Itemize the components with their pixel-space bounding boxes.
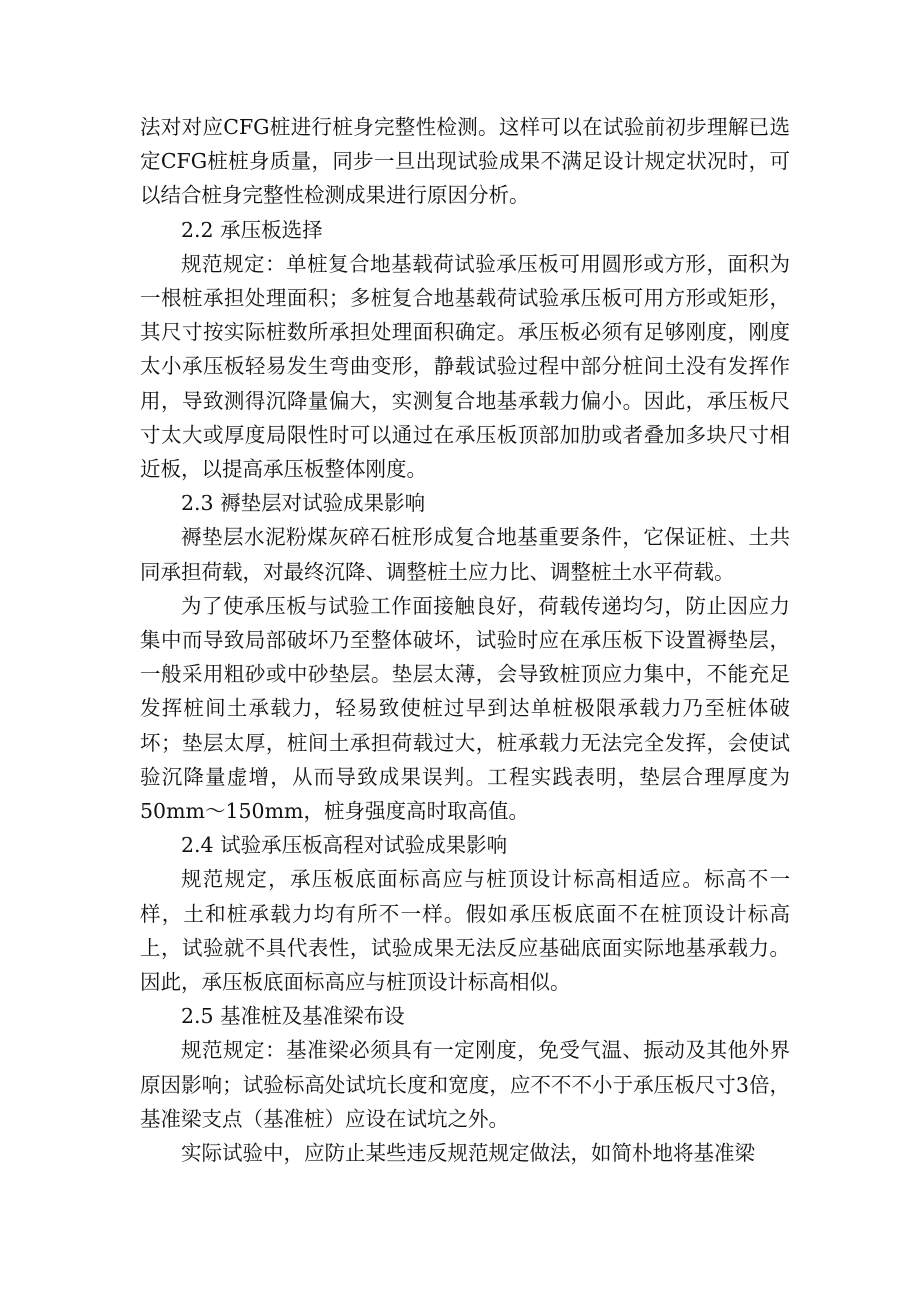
section-heading: 2.5 基准桩及基准梁布设 [181, 1004, 405, 1029]
paragraph: 规范规定，承压板底面标高应与桩顶设计标高相适应。标高不一样，土和桩承载力均有所不一样。假如承压板底面不在桩顶设计标高上，试验就不具代表性，试验成果无法反应基础底面实际地基承载力。因此，承压板底面标高应与桩顶设计标高相似。 [140, 867, 790, 995]
paragraph: 实际试验中，应防止某些违反规范规定做法，如简朴地将基准梁 [181, 1141, 755, 1166]
paragraph: 规范规定：基准梁必须具有一定刚度，免受气温、振动及其他外界原因影响；试验标高处试坑长度和宽度，应不不不小于承压板尺寸3倍，基准梁支点（基准桩）应设在试坑之外。 [140, 1038, 790, 1131]
paragraph: 法对对应CFG桩进行桩身完整性检测。这样可以在试验前初步理解已选定CFG桩桩身质量，同步一旦出现试验成果不满足设计规定状况时，可以结合桩身完整性检测成果进行原因分析。 [140, 115, 790, 208]
section-heading: 2.2 承压板选择 [181, 217, 323, 242]
section-heading: 2.4 试验承压板高程对试验成果影响 [181, 833, 508, 858]
paragraph: 为了使承压板与试验工作面接触良好，荷载传递均匀，防止因应力集中而导致局部破坏乃至整体破坏，试验时应在承压板下设置褥垫层，一般采用粗砂或中砂垫层。垫层太薄，会导致桩顶应力集中，不能充足发挥桩间土承载力，轻易致使桩过早到达单桩极限承载力乃至桩体破坏；垫层太厚，桩间土承担荷载过大，桩承载力无法完全发挥，会使试验沉降量虚增，从而导致成果误判。工程实践表明，垫层合理厚度为50mm～150mm，桩身强度高时取高值。 [140, 593, 790, 824]
document-page [140, 110, 790, 1170]
section-heading: 2.3 褥垫层对试验成果影响 [181, 491, 426, 516]
paragraph: 褥垫层水泥粉煤灰碎石桩形成复合地基重要条件，它保证桩、土共同承担荷载，对最终沉降、调整桩土应力比、调整桩土水平荷载。 [140, 525, 790, 584]
paragraph: 规范规定：单桩复合地基载荷试验承压板可用圆形或方形，面积为一根桩承担处理面积；多桩复合地基载荷试验承压板可用方形或矩形，其尺寸按实际桩数所承担处理面积确定。承压板必须有足够刚度，刚度太小承压板轻易发生弯曲变形，静载试验过程中部分桩间土没有发挥作用，导致测得沉降量偏大，实测复合地基承载力偏小。因此，承压板尺寸太大或厚度局限性时可以通过在承压板顶部加肋或者叠加多块尺寸相近板，以提高承压板整体刚度。 [140, 251, 790, 482]
